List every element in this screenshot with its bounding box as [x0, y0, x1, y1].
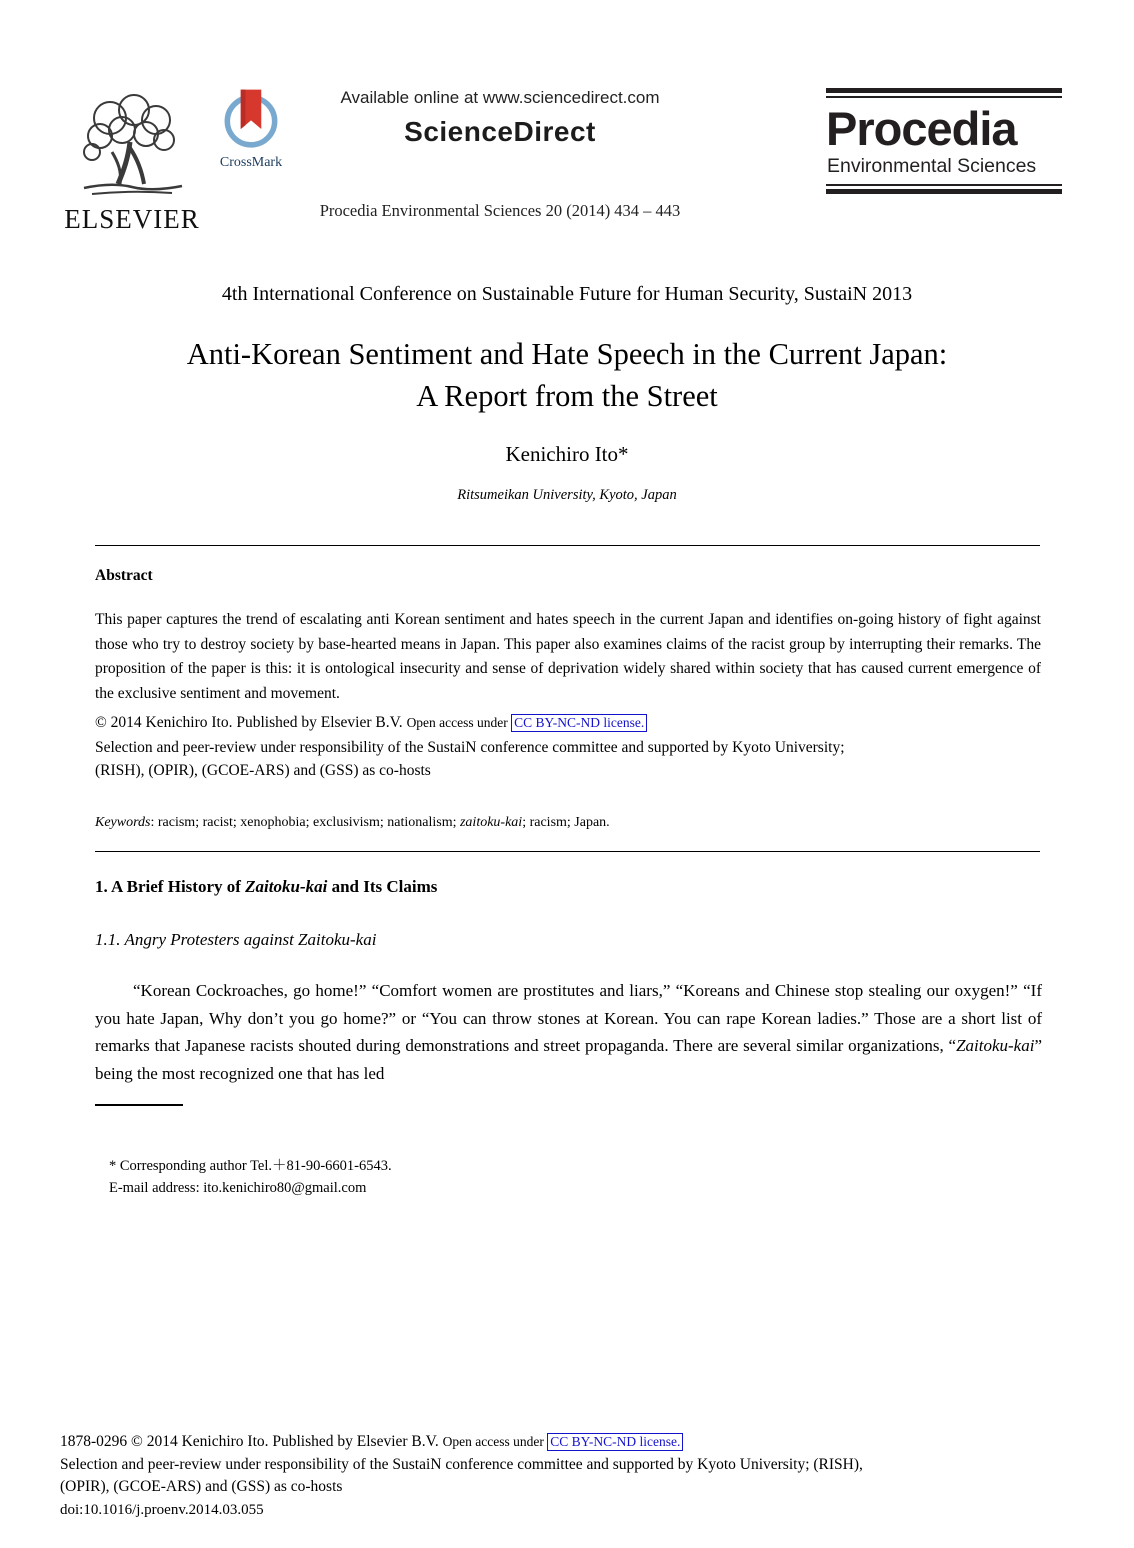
journal-citation: Procedia Environmental Sciences 20 (2014) 434 – 443 — [319, 201, 681, 220]
keywords-list-b: ; racism; Japan. — [522, 815, 610, 830]
keywords-bottom-rule — [95, 851, 1040, 852]
cc-license-link[interactable]: CC BY-NC-ND license. — [511, 714, 647, 732]
selection-line1: Selection and peer-review under responsibility of the SustaiN conference committee and supported by Kyoto University; — [95, 739, 845, 756]
abstract-text: This paper captures the trend of escalating anti Korean sentiment and hates speech in the current Japan and identifies on-going history of fight against those who try to destroy society by base-hearted means in Japan. This paper also examines claims of the racist group by interrupting their remarks. The proposition of the paper is this: it is ontological insecurity and sense of deprivation widely shared within society that has caused current emergence of the exclusive sentiment and movement. — [95, 611, 1041, 702]
open-access-note: Open access under — [406, 715, 512, 730]
crossmark-icon — [219, 135, 283, 152]
section-1-paragraph-a: “Korean Cockroaches, go home!” “Comfort women are prostitutes and liars,” “Koreans and Chinese stop stealing our oxygen!” “If you hate Japan, Why don’t you go home?” or “You can throw stones at Korean. You can rape Korean ladies.” Those are a short list of remarks that Japanese racists shouted during demonstrations and street propaganda. There are several similar organizations, “ — [95, 981, 1042, 1055]
conference-title: 4th International Conference on Sustainable Future for Human Security, SustaiN 2013 — [221, 283, 913, 305]
procedia-bottom-thin-rule — [826, 184, 1062, 186]
section-1-heading-suffix: and Its Claims — [327, 877, 438, 896]
footer-copyright-line — [60, 1431, 1080, 1454]
subsection-1-1-heading: 1.1. Angry Protesters against Zaitoku-kai — [95, 930, 377, 949]
keywords-line — [95, 815, 1041, 831]
section-1-paragraph-b: ” being the most recognized one that has led — [95, 1036, 1042, 1083]
section-1-heading-prefix: 1. A Brief History of — [95, 877, 246, 896]
author-name: Kenichiro Ito* — [505, 442, 629, 466]
copyright-text: © 2014 Kenichiro Ito. Published by Elsevier B.V. — [95, 714, 407, 731]
footer-selection-line1: Selection and peer-review under responsibility of the SustaiN conference committee and supported by Kyoto University; (RISH), — [60, 1455, 863, 1473]
abstract-top-rule — [95, 545, 1040, 546]
abstract-heading: Abstract — [95, 567, 153, 584]
sciencedirect-logo[interactable]: ScienceDirect — [404, 116, 596, 147]
crossmark-badge[interactable] — [213, 88, 289, 171]
section-1-heading — [95, 877, 1041, 897]
procedia-top-thick-rule — [826, 88, 1062, 93]
section-1-heading-italic: Zaitoku-kai — [245, 877, 328, 896]
available-online-text: Available online at www.sciencedirect.com — [340, 88, 660, 107]
keywords-italic-term: zaitoku-kai — [459, 815, 523, 830]
elsevier-logo — [58, 92, 206, 235]
footnote-corresponding-author: * Corresponding author Tel.＋81-90-6601-6543. — [109, 1158, 392, 1174]
paper-title-line2: A Report from the Street — [416, 379, 718, 414]
page-footer — [60, 1431, 1080, 1521]
footer-issn-copyright: 1878-0296 © 2014 Kenichiro Ito. Published by Elsevier B.V. — [60, 1433, 443, 1450]
footer-doi: doi:10.1016/j.proenv.2014.03.055 — [60, 1501, 264, 1518]
procedia-wordmark: Procedia — [826, 102, 1017, 155]
section-1-paragraph-italic: Zaitoku-kai — [956, 1036, 1035, 1055]
footnote-divider — [95, 1104, 183, 1106]
copyright-line — [95, 714, 1041, 732]
author-affiliation: Ritsumeikan University, Kyoto, Japan — [457, 487, 677, 503]
paper-title-line1: Anti-Korean Sentiment and Hate Speech in the Current Japan: — [186, 337, 948, 371]
section-1-paragraph — [95, 977, 1042, 1087]
footnote-email: E-mail address: ito.kenichiro80@gmail.com — [109, 1180, 367, 1196]
paper-title — [0, 333, 1134, 417]
keywords-label: Keywords — [95, 815, 151, 830]
footnote — [109, 1155, 392, 1199]
elsevier-tree-icon — [58, 92, 206, 202]
selection-statement — [95, 737, 1041, 782]
selection-line2: (RISH), (OPIR), (GCOE-ARS) and (GSS) as co-hosts — [95, 761, 431, 779]
procedia-subtitle: Environmental Sciences — [827, 155, 1037, 178]
crossmark-label: CrossMark — [219, 155, 283, 170]
footer-selection-line2: (OPIR), (GCOE-ARS) and (GSS) as co-hosts — [60, 1478, 343, 1495]
procedia-top-thin-rule — [826, 96, 1062, 98]
header-center — [280, 88, 720, 221]
footer-cc-license-link[interactable]: CC BY-NC-ND license. — [547, 1433, 683, 1451]
elsevier-wordmark: ELSEVIER — [64, 204, 200, 234]
procedia-journal-logo — [826, 88, 1062, 194]
procedia-bottom-thick-rule — [826, 189, 1062, 194]
keywords-list-a: : racism; racist; xenophobia; exclusivism; nationalism; — [150, 815, 460, 830]
footer-open-access-note: Open access under — [442, 1434, 548, 1449]
